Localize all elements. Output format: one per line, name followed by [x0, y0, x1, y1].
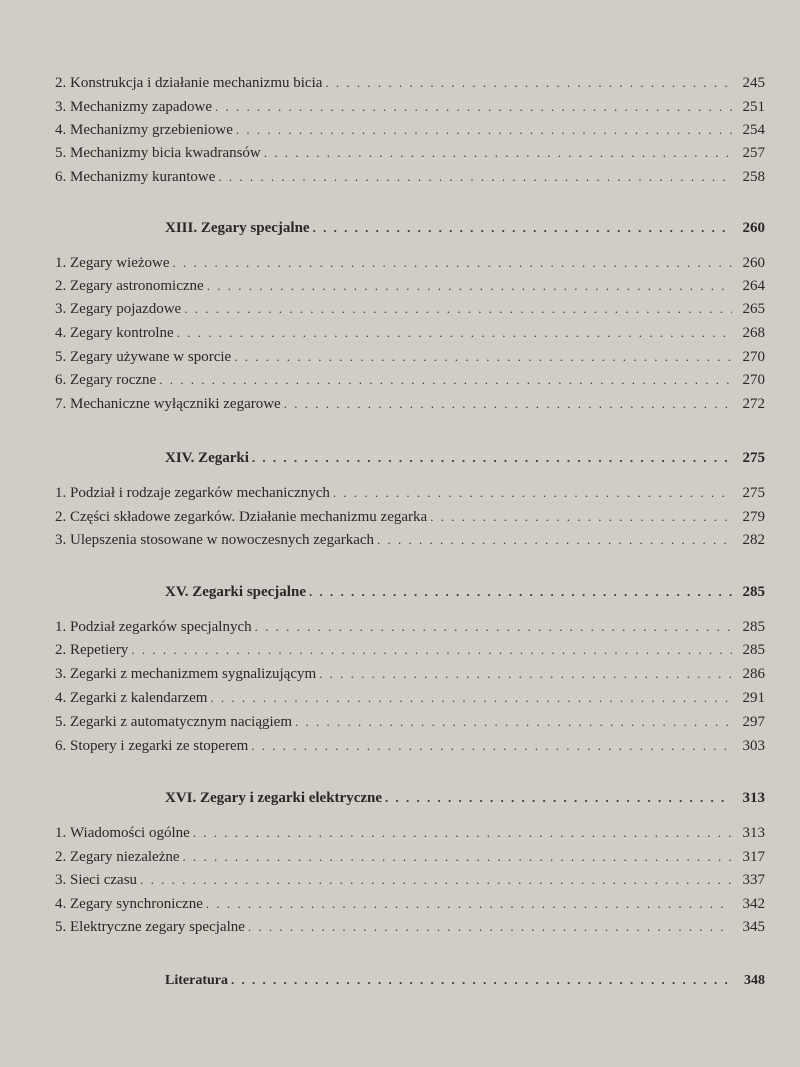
leader-dots — [218, 166, 732, 188]
entry-number: 7. — [55, 396, 67, 412]
entry-number: 4. — [55, 896, 67, 912]
leader-dots — [193, 822, 732, 844]
leader-dots — [183, 846, 732, 868]
leader-dots — [159, 369, 732, 391]
entry-number: 6. — [55, 738, 67, 754]
entry-number: 1. — [55, 825, 67, 841]
toc-entry — [55, 822, 765, 844]
entry-title: Mechanizmy zapadowe — [70, 99, 213, 115]
toc-entry — [55, 275, 765, 297]
entry-page: 268 — [742, 325, 765, 341]
toc-entry — [55, 482, 765, 504]
entry-title: Zegary niezależne — [70, 849, 180, 865]
entry-title: Zegarki z automatycznym naciągiem — [70, 714, 292, 730]
leader-dots — [333, 482, 732, 504]
entry-title: Zegary pojazdowe — [70, 301, 182, 317]
entry-number: 3. — [55, 301, 67, 317]
leader-dots — [210, 687, 732, 709]
entry-page: 297 — [742, 714, 765, 730]
toc-entry — [55, 506, 765, 528]
toc-entry — [55, 529, 765, 551]
toc-entry — [55, 663, 765, 685]
leader-dots — [430, 506, 732, 528]
chapter-page: 313 — [742, 790, 765, 806]
leader-dots — [215, 96, 732, 118]
toc-entry — [55, 96, 765, 118]
entry-page: 257 — [742, 145, 765, 161]
entry-number: 5. — [55, 349, 67, 365]
entry-page: 270 — [742, 372, 765, 388]
entry-number: 2. — [55, 642, 67, 658]
toc-entry — [55, 393, 765, 415]
chapter-title: Zegary i zegarki elektryczne — [200, 790, 383, 806]
entry-page: 260 — [742, 255, 765, 271]
entry-title: Mechanizmy kurantowe — [70, 169, 216, 185]
leader-dots — [231, 969, 732, 991]
entry-title: Zegary synchroniczne — [70, 896, 203, 912]
toc-entry — [55, 711, 765, 733]
toc-entry — [55, 916, 765, 938]
toc-entry — [55, 346, 765, 368]
toc-entry — [55, 735, 765, 757]
entry-title: Zegarki z kalendarzem — [70, 690, 208, 706]
leader-dots — [184, 298, 732, 320]
entry-number: 1. — [55, 485, 67, 501]
entry-page: 345 — [742, 919, 765, 935]
leader-dots — [377, 529, 732, 551]
leader-dots — [234, 346, 732, 368]
chapter-heading — [165, 217, 765, 239]
entry-number: 5. — [55, 145, 67, 161]
leader-dots — [255, 616, 732, 638]
entry-title: Elektryczne zegary specjalne — [70, 919, 245, 935]
entry-page: 317 — [742, 849, 765, 865]
leader-dots — [319, 663, 732, 685]
entry-number: 2. — [55, 509, 67, 525]
toc-entry — [55, 616, 765, 638]
toc-entry — [55, 72, 765, 94]
entry-title: Mechanizmy grzebieniowe — [70, 122, 233, 138]
entry-number: 5. — [55, 714, 67, 730]
entry-title: Konstrukcja i działanie mechanizmu bicia — [70, 75, 323, 91]
toc-entry — [55, 252, 765, 274]
bibliography-page: 348 — [744, 973, 765, 988]
chapter-title: Zegary specjalne — [200, 220, 310, 236]
entry-title: Podział zegarków specjalnych — [70, 619, 252, 635]
chapter-heading — [165, 447, 765, 469]
leader-dots — [173, 252, 732, 274]
entry-page: 285 — [742, 619, 765, 635]
entry-title: Ulepszenia stosowane w nowoczesnych zegarkach — [70, 532, 375, 548]
entry-title: Zegary kontrolne — [70, 325, 174, 341]
entry-page: 337 — [742, 872, 765, 888]
entry-title: Części składowe zegarków. Działanie mechanizmu zegarka — [70, 509, 428, 525]
leader-dots — [252, 447, 732, 469]
entry-page: 279 — [742, 509, 765, 525]
leader-dots — [309, 581, 732, 603]
leader-dots — [325, 72, 732, 94]
leader-dots — [207, 275, 732, 297]
entry-title: Sieci czasu — [70, 872, 138, 888]
leader-dots — [251, 735, 732, 757]
entry-title: Zegarki z mechanizmem sygnalizującym — [70, 666, 317, 682]
leader-dots — [131, 639, 732, 661]
chapter-page: 260 — [742, 220, 765, 236]
entry-page: 291 — [742, 690, 765, 706]
toc-entry — [55, 322, 765, 344]
entry-page: 245 — [742, 75, 765, 91]
entry-number: 1. — [55, 255, 67, 271]
toc-entry — [55, 298, 765, 320]
entry-page: 313 — [742, 825, 765, 841]
toc-entry — [55, 369, 765, 391]
entry-page: 251 — [742, 99, 765, 115]
entry-number: 2. — [55, 849, 67, 865]
entry-title: Zegary używane w sporcie — [70, 349, 232, 365]
entry-page: 303 — [742, 738, 765, 754]
chapter-page: 275 — [742, 450, 765, 466]
toc-entry — [55, 142, 765, 164]
entry-number: 4. — [55, 690, 67, 706]
entry-title: Wiadomości ogólne — [70, 825, 190, 841]
leader-dots — [385, 787, 732, 809]
entry-title: Repetiery — [70, 642, 129, 658]
entry-page: 258 — [742, 169, 765, 185]
entry-page: 275 — [742, 485, 765, 501]
entry-title: Zegary astronomiczne — [70, 278, 204, 294]
chapter-number: XVI. — [165, 790, 197, 806]
entry-number: 5. — [55, 919, 67, 935]
leader-dots — [236, 119, 732, 141]
entry-number: 4. — [55, 122, 67, 138]
entry-number: 1. — [55, 619, 67, 635]
entry-page: 254 — [742, 122, 765, 138]
entry-title: Mechaniczne wyłączniki zegarowe — [70, 396, 281, 412]
entry-number: 2. — [55, 278, 67, 294]
toc-entry — [55, 893, 765, 915]
leader-dots — [140, 869, 732, 891]
chapter-number: XIII. — [165, 220, 198, 236]
chapter-title: Zegarki specjalne — [192, 584, 306, 600]
leader-dots — [206, 893, 732, 915]
leader-dots — [264, 142, 732, 164]
entry-number: 3. — [55, 872, 67, 888]
chapter-page: 285 — [742, 584, 765, 600]
entry-title: Zegary roczne — [70, 372, 157, 388]
toc-entry — [55, 687, 765, 709]
toc-entry — [55, 639, 765, 661]
entry-page: 286 — [742, 666, 765, 682]
entry-number: 6. — [55, 372, 67, 388]
entry-page: 265 — [742, 301, 765, 317]
leader-dots — [177, 322, 732, 344]
entry-title: Stopery i zegarki ze stoperem — [70, 738, 249, 754]
entry-title: Podział i rodzaje zegarków mechanicznych — [70, 485, 330, 501]
leader-dots — [295, 711, 732, 733]
leader-dots — [313, 217, 732, 239]
entry-number: 2. — [55, 75, 67, 91]
entry-title: Zegary wieżowe — [70, 255, 170, 271]
entry-number: 3. — [55, 532, 67, 548]
toc-entry — [55, 846, 765, 868]
entry-title: Mechanizmy bicia kwadransów — [70, 145, 261, 161]
toc-entry — [55, 119, 765, 141]
toc-entry — [55, 869, 765, 891]
bibliography-title: Literatura — [165, 973, 228, 988]
chapter-number: XIV. — [165, 450, 195, 466]
entry-page: 342 — [742, 896, 765, 912]
leader-dots — [284, 393, 732, 415]
entry-page: 282 — [742, 532, 765, 548]
entry-page: 285 — [742, 642, 765, 658]
entry-number: 4. — [55, 325, 67, 341]
toc-entry — [55, 166, 765, 188]
entry-page: 272 — [742, 396, 765, 412]
entry-number: 6. — [55, 169, 67, 185]
leader-dots — [248, 916, 732, 938]
chapter-heading — [165, 787, 765, 809]
bibliography-entry — [165, 969, 765, 991]
entry-page: 270 — [742, 349, 765, 365]
chapter-number: XV. — [165, 584, 189, 600]
entry-page: 264 — [742, 278, 765, 294]
chapter-title: Zegarki — [198, 450, 249, 466]
entry-number: 3. — [55, 666, 67, 682]
chapter-heading — [165, 581, 765, 603]
entry-number: 3. — [55, 99, 67, 115]
